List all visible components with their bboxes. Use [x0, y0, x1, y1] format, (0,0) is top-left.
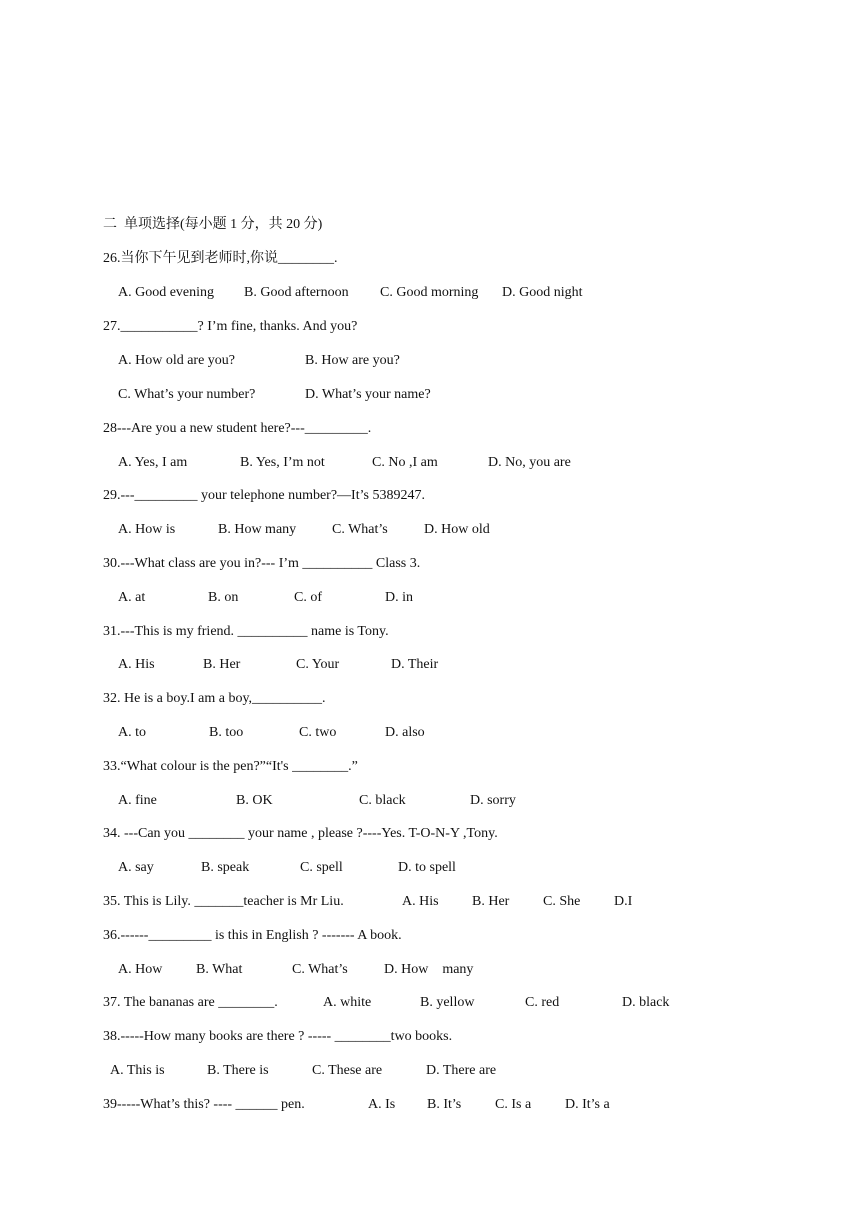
question-34-option-b: B. speak — [201, 860, 250, 875]
question-29-stem: 29.---_________ your telephone number?—It’s 5389247. — [103, 488, 425, 503]
question-29-option-c: C. What’s — [332, 522, 388, 537]
section-title: 二 单项选择(每小题 1 分，共 20 分) — [103, 217, 323, 232]
question-30-option-c: C. of — [294, 590, 322, 605]
question-26-option-d: D. Good night — [502, 285, 583, 300]
question-38-option-d: D. There are — [426, 1063, 497, 1078]
question-28-option-c: C. No ,I am — [372, 455, 438, 470]
question-33-stem: 33.“What colour is the pen?”“It's ________.” — [103, 759, 358, 774]
question-27-stem: 27.___________? I’m fine, thanks. And you? — [103, 319, 358, 334]
question-32-stem: 32. He is a boy.I am a boy,__________. — [103, 691, 326, 706]
question-32-option-b: B. too — [209, 725, 244, 740]
question-35-option-d: D.I — [614, 894, 633, 909]
question-32-option-a: A. to — [118, 725, 146, 740]
question-39-option-c: C. Is a — [495, 1097, 532, 1112]
question-35-option-c: C. She — [543, 894, 581, 909]
question-39-stem: 39-----What’s this? ---- ______ pen. — [103, 1097, 305, 1112]
question-37-option-a: A. white — [323, 995, 372, 1010]
question-35-option-a: A. His — [402, 894, 439, 909]
question-30-option-d: D. in — [385, 590, 413, 605]
question-36-stem: 36.------_________ is this in English ? ------- A book. — [103, 928, 402, 943]
question-35-stem: 35. This is Lily. _______teacher is Mr Liu. — [103, 894, 344, 909]
question-27-option-c: C. What’s your number? — [118, 387, 256, 402]
question-28-option-b: B. Yes, I’m not — [240, 455, 325, 470]
question-34-option-a: A. say — [118, 860, 154, 875]
question-33-option-c: C. black — [359, 793, 406, 808]
question-37-stem: 37. The bananas are ________. — [103, 995, 278, 1010]
question-30-option-a: A. at — [118, 590, 146, 605]
question-31-option-c: C. Your — [296, 657, 340, 672]
question-26-option-c: C. Good morning — [380, 285, 479, 300]
question-26-option-b: B. Good afternoon — [244, 285, 349, 300]
question-39-option-b: B. It’s — [427, 1097, 462, 1112]
question-38-stem: 38.-----How many books are there ? ----- ________two books. — [103, 1029, 453, 1044]
question-27-option-b: B. How are you? — [305, 353, 400, 368]
question-28-option-a: A. Yes, I am — [118, 455, 188, 470]
question-32-option-d: D. also — [385, 725, 425, 740]
question-33-option-d: D. sorry — [470, 793, 516, 808]
question-37-option-c: C. red — [525, 995, 560, 1010]
question-39-option-d: D. It’s a — [565, 1097, 610, 1112]
question-36-option-c: C. What’s — [292, 962, 348, 977]
question-30-option-b: B. on — [208, 590, 239, 605]
question-39-option-a: A. Is — [368, 1097, 396, 1112]
question-32-option-c: C. two — [299, 725, 337, 740]
question-30-stem: 30.---What class are you in?--- I’m __________ Class 3. — [103, 556, 421, 571]
question-28-stem: 28---Are you a new student here?---_________. — [103, 421, 372, 436]
question-38-option-a: A. This is — [110, 1063, 165, 1078]
question-29-option-a: A. How is — [118, 522, 176, 537]
question-26-option-a: A. Good evening — [118, 285, 215, 300]
question-36-option-a: A. How — [118, 962, 163, 977]
question-29-option-b: B. How many — [218, 522, 297, 537]
question-31-stem: 31.---This is my friend. __________ name is Tony. — [103, 624, 389, 639]
question-33-option-a: A. fine — [118, 793, 157, 808]
question-34-stem: 34. ---Can you ________ your name , please ?----Yes. T-O-N-Y ,Tony. — [103, 826, 498, 841]
question-28-option-d: D. No, you are — [488, 455, 571, 470]
question-31-option-a: A. His — [118, 657, 155, 672]
question-35-option-b: B. Her — [472, 894, 510, 909]
question-29-option-d: D. How old — [424, 522, 490, 537]
question-27-option-a: A. How old are you? — [118, 353, 236, 368]
question-36-option-d: D. How many — [384, 962, 474, 977]
question-31-option-d: D. Their — [391, 657, 439, 672]
question-34-option-d: D. to spell — [398, 860, 456, 875]
question-37-option-b: B. yellow — [420, 995, 475, 1010]
question-27-option-d: D. What’s your name? — [305, 387, 431, 402]
question-34-option-c: C. spell — [300, 860, 343, 875]
question-33-option-b: B. OK — [236, 793, 273, 808]
question-26-stem: 26.当你下午见到老师时,你说________. — [103, 251, 338, 266]
question-36-option-b: B. What — [196, 962, 243, 977]
question-38-option-c: C. These are — [312, 1063, 383, 1078]
question-37-option-d: D. black — [622, 995, 670, 1010]
question-38-option-b: B. There is — [207, 1063, 269, 1078]
question-31-option-b: B. Her — [203, 657, 241, 672]
